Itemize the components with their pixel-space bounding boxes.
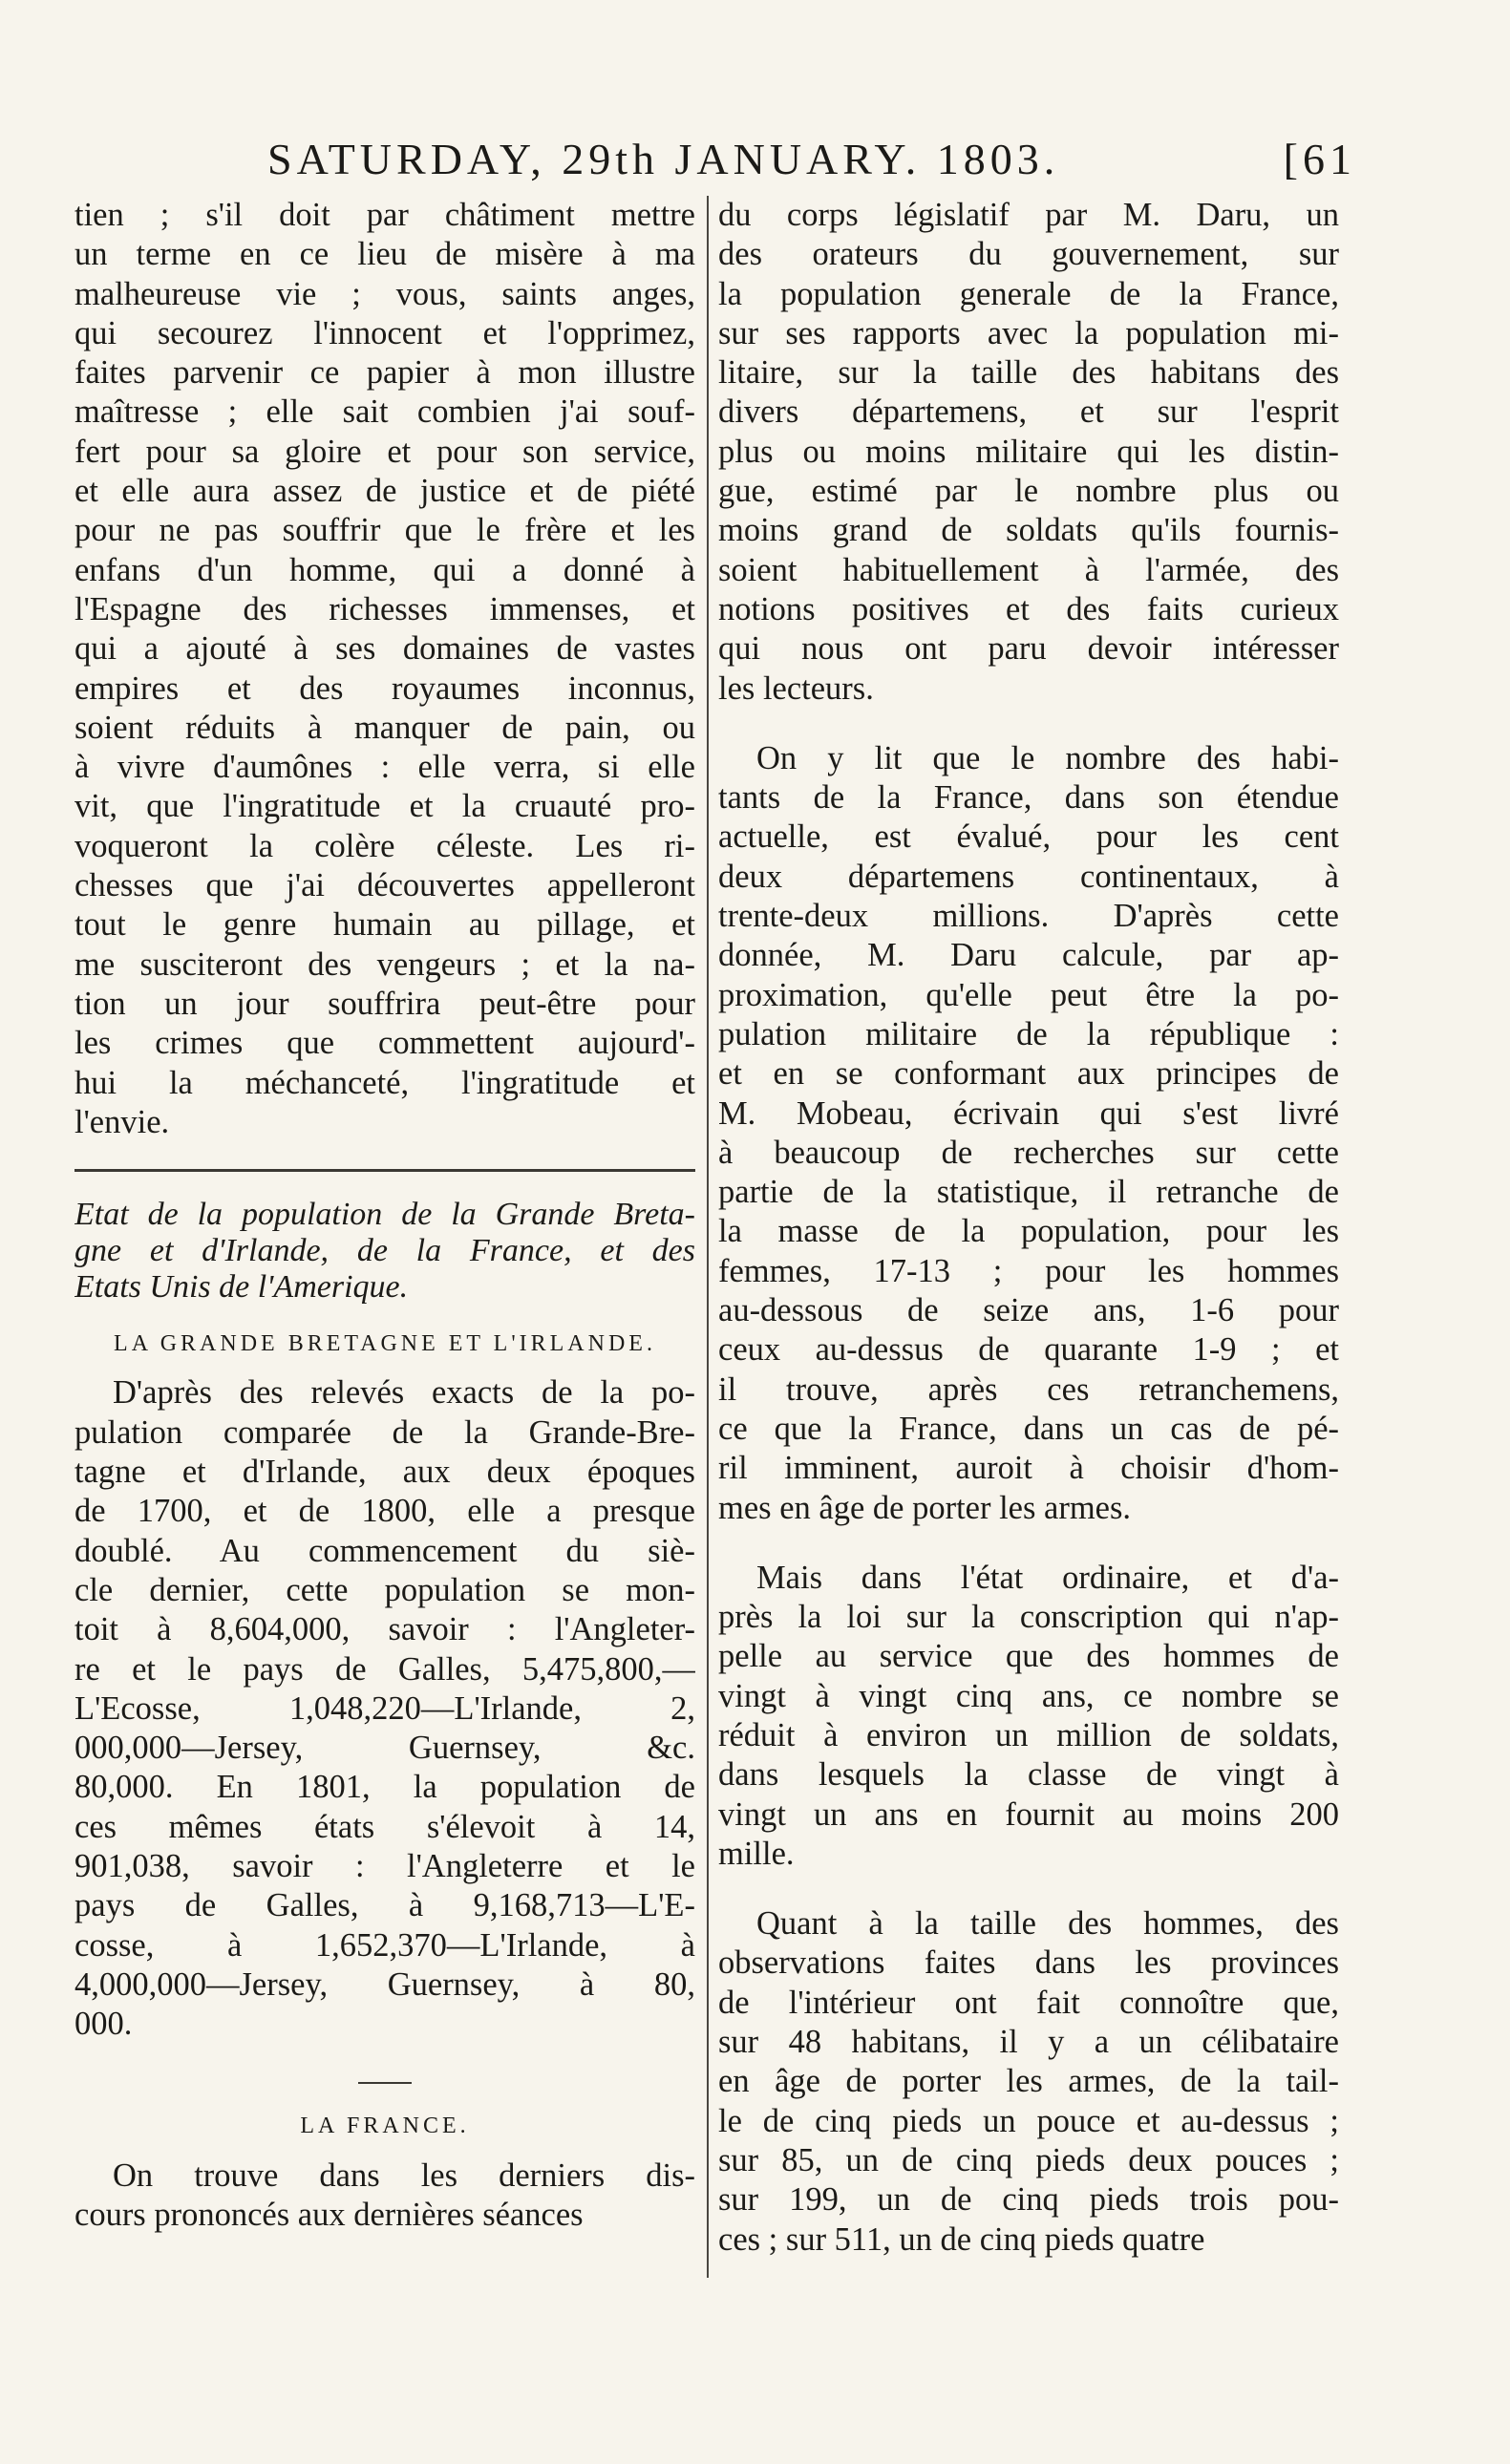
text-line: malheureuse vie ; vous, saints anges, <box>74 275 695 312</box>
text-line: fert pour sa gloire et pour son service, <box>74 433 695 470</box>
text-line: qui a ajouté à ses domaines de vastes <box>74 630 695 668</box>
section-heading-france: LA FRANCE. <box>300 2114 470 2139</box>
text-line: soient réduits à manquer de pain, ou <box>74 709 695 746</box>
short-divider <box>358 2082 412 2084</box>
text-line: pulation comparée de la Grande-Bre- <box>74 1413 695 1451</box>
text-line: faites parvenir ce papier à mon illustre <box>74 354 695 392</box>
text-line: D'après des relevés exacts de la po- <box>113 1374 695 1412</box>
france-paragraph <box>74 2156 695 2236</box>
text-line: ces mêmes états s'élevoit à 14, <box>74 1808 695 1845</box>
text-line: voqueront la colère céleste. Les ri- <box>74 827 695 864</box>
section-heading-grande-bretagne: LA GRANDE BRETAGNE ET L'IRLANDE. <box>114 1331 656 1357</box>
text-line: toit à 8,604,000, savoir : l'Angleter- <box>74 1611 695 1648</box>
text-line: moins grand de soldats qu'ils fournis- <box>718 512 1339 549</box>
text-line: la masse de la population, pour les <box>718 1213 1339 1250</box>
text-line: réduit à environ un million de soldats, <box>718 1716 1339 1753</box>
text-line: tout le genre humain au pillage, et <box>74 906 695 944</box>
text-line: Etat de la population de la Grande Breta- <box>74 1197 695 1233</box>
text-line: et en se conformant aux principes de <box>718 1055 1339 1093</box>
header-date: SATURDAY, 29th JANUARY. 1803. <box>267 135 1060 183</box>
paragraph-nombre-habitants <box>718 739 1339 1528</box>
text-line: tants de la France, dans son étendue <box>718 779 1339 817</box>
text-line: qui nous ont paru devoir intéresser <box>718 630 1339 668</box>
text-line: deux départemens continentaux, à <box>718 858 1339 895</box>
text-line: qui secourez l'innocent et l'opprimez, <box>74 314 695 351</box>
text-line: litaire, sur la taille des habitans des <box>718 354 1339 392</box>
paragraph-gap <box>718 709 1339 739</box>
text-line: ril imminent, auroit à choisir d'hom- <box>718 1450 1339 1487</box>
text-line: empires et des royaumes inconnus, <box>74 669 695 707</box>
text-line: partie de la statistique, il retranche de <box>718 1174 1339 1211</box>
text-line: du corps législatif par M. Daru, un <box>718 197 1339 233</box>
text-line: proximation, qu'elle peut être la po- <box>718 976 1339 1013</box>
text-line: des orateurs du gouvernement, sur <box>718 236 1339 273</box>
text-line: près la loi sur la conscription qui n'ap- <box>718 1599 1339 1636</box>
text-line: vit, que l'ingratitude et la cruauté pro- <box>74 788 695 825</box>
text-line: hui la méchanceté, l'ingratitude et <box>74 1064 695 1101</box>
text-line: un terme en ce lieu de misère à ma <box>74 236 695 273</box>
text-line: trente-deux millions. D'après cette <box>718 898 1339 935</box>
text-line: de 1700, et de 1800, elle a presque <box>74 1493 695 1530</box>
text-line: cle dernier, cette population se mon- <box>74 1571 695 1608</box>
text-line: ce que la France, dans un cas de pé- <box>718 1410 1339 1447</box>
text-line: doublé. Au commencement du siè- <box>74 1532 695 1569</box>
text-line: pulation militaire de la république : <box>718 1015 1339 1052</box>
text-line: l'envie. <box>74 1103 170 1140</box>
text-line: plus ou moins militaire qui les distin- <box>718 433 1339 470</box>
intro-paragraph <box>74 196 695 1142</box>
text-line: à vivre d'aumônes : elle verra, si elle <box>74 749 695 786</box>
text-line: ceux au-dessus de quarante 1-9 ; et <box>718 1331 1339 1369</box>
text-line: l'Espagne des richesses immenses, et <box>74 590 695 627</box>
article-title <box>74 1197 695 1306</box>
text-line: 000. <box>74 2006 133 2043</box>
text-line: gne et d'Irlande, de la France, et des <box>74 1233 695 1269</box>
text-line: au-dessous de seize ans, 1-6 pour <box>718 1292 1339 1329</box>
left-column <box>74 196 695 2235</box>
text-line: de l'intérieur ont fait connoître que, <box>718 1984 1339 2021</box>
text-line: tion un jour souffrira peut-être pour <box>74 985 695 1022</box>
text-line: à beaucoup de recherches sur cette <box>718 1134 1339 1171</box>
text-line: il trouve, après ces retranchemens, <box>718 1370 1339 1408</box>
text-line: On trouve dans les derniers dis- <box>113 2156 695 2194</box>
text-line: gue, estimé par le nombre plus ou <box>718 473 1339 510</box>
text-line: observations faites dans les provinces <box>718 1944 1339 1982</box>
text-line: M. Mobeau, écrivain qui s'est livré <box>718 1094 1339 1132</box>
text-line: sur 85, un de cinq pieds deux pouces ; <box>718 2141 1339 2178</box>
text-line: femmes, 17-13 ; pour les hommes <box>718 1252 1339 1289</box>
text-line: mes en âge de porter les armes. <box>718 1489 1132 1526</box>
text-line: chesses que j'ai découvertes appelleront <box>74 867 695 904</box>
text-line: enfans d'un homme, qui a donné à <box>74 551 695 588</box>
text-line: cours prononcés aux dernières séances <box>74 2197 584 2234</box>
text-line: tagne et d'Irlande, aux deux époques <box>74 1454 695 1491</box>
text-line: 000,000—Jersey, Guernsey, &c. <box>74 1730 695 1767</box>
text-line: dans lesquels la classe de vingt à <box>718 1756 1339 1794</box>
text-line: sur 48 habitans, il y a un célibataire <box>718 2024 1339 2061</box>
paragraph-corps-legislatif <box>718 196 1339 709</box>
section-divider <box>74 1169 695 1172</box>
text-line: ces ; sur 511, un de cinq pieds quatre <box>718 2220 1205 2258</box>
text-line: vingt à vingt cinq ans, ce nombre se <box>718 1677 1339 1714</box>
text-line: On y lit que le nombre des habi- <box>756 739 1339 776</box>
text-line: le de cinq pieds un pouce et au-dessus ; <box>718 2102 1339 2139</box>
text-line: me susciteront des vengeurs ; et la na- <box>74 945 695 983</box>
text-line: Etats Unis de l'Amerique. <box>74 1269 409 1306</box>
text-line: L'Ecosse, 1,048,220—L'Irlande, 2, <box>74 1689 695 1727</box>
text-line: 4,000,000—Jersey, Guernsey, à 80, <box>74 1965 695 2003</box>
text-line: maîtresse ; elle sait combien j'ai souf- <box>74 393 695 431</box>
text-line: la population generale de la France, <box>718 275 1339 312</box>
text-line: re et le pays de Galles, 5,475,800,— <box>74 1650 695 1688</box>
text-line: vingt un ans en fournit au moins 200 <box>718 1795 1339 1833</box>
text-line: sur 199, un de cinq pieds trois pou- <box>718 2181 1339 2219</box>
text-line: divers départemens, et sur l'esprit <box>718 393 1339 431</box>
text-line: les crimes que commettent aujourd'- <box>74 1025 695 1062</box>
page-header <box>258 134 1375 191</box>
text-line: et elle aura assez de justice et de piété <box>74 473 695 510</box>
paragraph-gap <box>718 1874 1339 1904</box>
text-line: Quant à la taille des hommes, des <box>756 1905 1339 1943</box>
page-number: [61 <box>1283 135 1356 183</box>
text-line: pays de Galles, à 9,168,713—L'E- <box>74 1887 695 1924</box>
text-line: en âge de porter les armes, de la tail- <box>718 2063 1339 2100</box>
paragraph-gap <box>718 1528 1339 1559</box>
text-line: mille. <box>718 1835 795 1872</box>
text-line: donnée, M. Daru calcule, par ap- <box>718 937 1339 974</box>
text-line: les lecteurs. <box>718 669 874 707</box>
text-line: actuelle, est évalué, pour les cent <box>718 818 1339 856</box>
paragraph-taille-hommes <box>718 1904 1339 2260</box>
text-line: pour ne pas souffrir que le frère et les <box>74 512 695 549</box>
text-line: 80,000. En 1801, la population de <box>74 1769 695 1806</box>
text-line: 901,038, savoir : l'Angleterre et le <box>74 1847 695 1884</box>
right-column <box>707 196 1339 2278</box>
text-line: soient habituellement à l'armée, des <box>718 551 1339 588</box>
text-line: pelle au service que des hommes de <box>718 1638 1339 1675</box>
text-line: sur ses rapports avec la population mi- <box>718 314 1339 351</box>
text-line: Mais dans l'état ordinaire, et d'a- <box>756 1559 1339 1596</box>
text-line: notions positives et des faits curieux <box>718 590 1339 627</box>
text-line: tien ; s'il doit par châtiment mettre <box>74 197 695 233</box>
grande-bretagne-paragraph <box>74 1373 695 2044</box>
paragraph-etat-ordinaire <box>718 1559 1339 1874</box>
text-line: cosse, à 1,652,370—L'Irlande, à <box>74 1926 695 1964</box>
